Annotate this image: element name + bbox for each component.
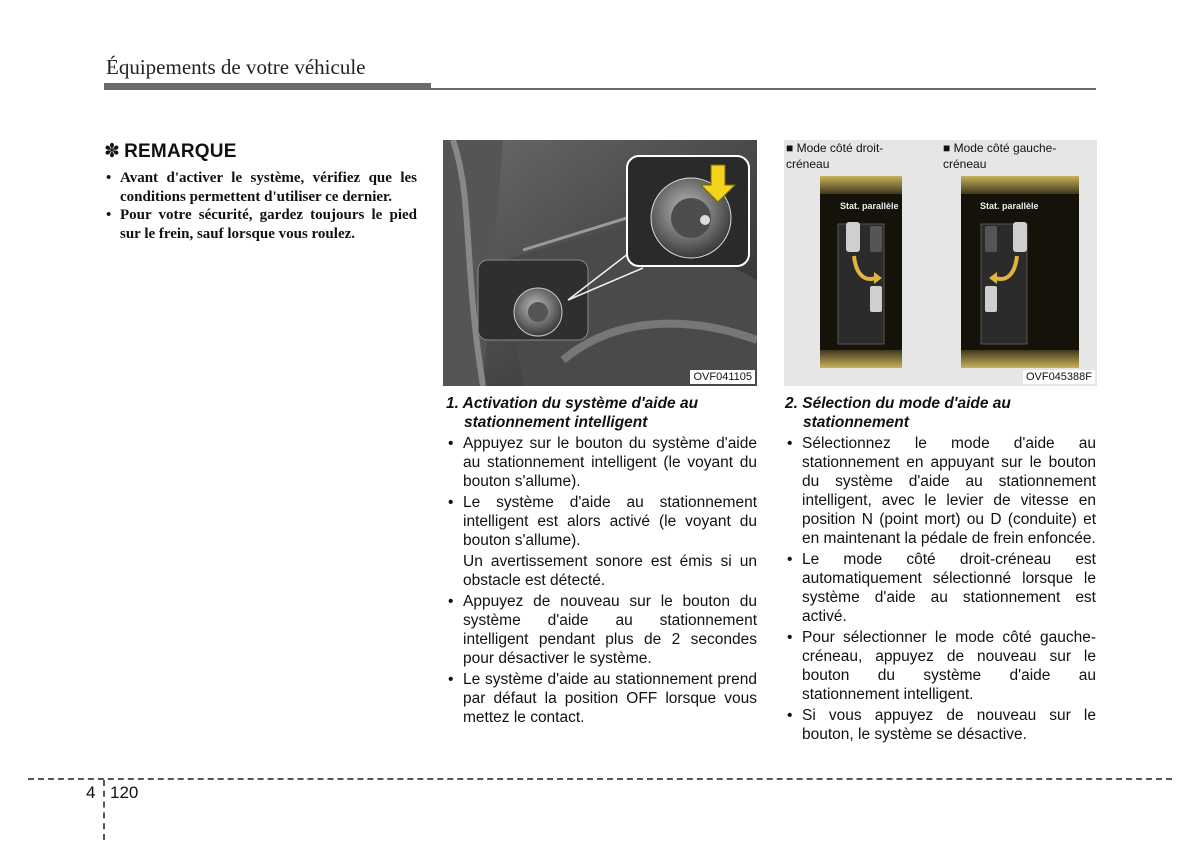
asterisk-icon: ✽ [104, 141, 121, 162]
section-note: Un avertissement sonore est émis si un obstacle est détecté. [463, 553, 757, 589]
section-item: • Le système d'aide au stationnement prend par défaut la position OFF lorsque vous mettez le contact. [446, 670, 757, 727]
remarque-item: • Pour votre sécurité, gardez toujours le pied sur le frein, sauf lorsque vous roulez. [104, 206, 417, 243]
section-mode-selection [785, 394, 1096, 746]
footer-divider [28, 778, 1172, 780]
screen-label-left: Stat. parallèle [980, 201, 1039, 211]
screen-label-right: Stat. parallèle [840, 201, 899, 211]
section-list [446, 434, 757, 550]
section-item: • Si vous appuyez de nouveau sur le bouton, le système se désactive. [785, 706, 1096, 744]
mode-screens-figure [784, 140, 1097, 386]
section-list [785, 434, 1096, 744]
remarque-item: • Avant d'activer le système, vérifiez que les conditions permettent d'utiliser ce dernier. [104, 169, 417, 206]
remarque-box [104, 140, 417, 243]
section-item: • Appuyez sur le bouton du système d'aide au stationnement intelligent (le voyant du bouton s'allume). [446, 434, 757, 491]
section-title: 1. Activation du système d'aide au stationnement intelligent [446, 395, 699, 431]
header-rule-thin [431, 88, 1096, 90]
remarque-list [104, 169, 417, 243]
section-item: • Le mode côté droit-créneau est automatiquement sélectionné lorsque le système d'aide au stationnement est activé. [785, 550, 1096, 626]
section-list [446, 592, 757, 727]
section-item: • Sélectionnez le mode d'aide au stationnement en appuyant sur le bouton du système d'aide au stationnement intelligent, avec le levier de vitesse en position N (point mort) ou D (conduite) et en maintenant la pédale de frein enfoncée. [785, 434, 1096, 548]
console-illustration [443, 140, 757, 386]
page-number: 120 [110, 783, 139, 802]
section-activation [446, 394, 757, 729]
section-title: 2. Sélection du mode d'aide au stationnement [785, 395, 1011, 431]
section-item: • Le système d'aide au stationnement intelligent est alors activé (le voyant du bouton s'allume). [446, 493, 757, 550]
section-item: • Appuyez de nouveau sur le bouton du système d'aide au stationnement intelligent pendant plus de 2 secondes pour désactiver le système. [446, 592, 757, 668]
mode-right-label: ■ Mode côté droit- créneau [786, 141, 884, 171]
figure-code: OVF045388F [1023, 370, 1095, 384]
footer-vertical-divider [103, 780, 105, 840]
remarque-title: REMARQUE [124, 141, 237, 162]
section-item: • Pour sélectionner le mode côté gauche-créneau, appuyez de nouveau sur le bouton du système d'aide au stationnement intelligent. [785, 628, 1096, 704]
mode-left-label: ■ Mode côté gauche- créneau [943, 141, 1057, 171]
console-button-photo [443, 140, 757, 386]
header-rule-thick [104, 83, 431, 90]
chapter-number: 4 [86, 783, 96, 802]
figure-code: OVF041105 [690, 370, 755, 384]
page-header-title: Équipements de votre véhicule [106, 55, 366, 79]
remarque-heading [104, 140, 417, 163]
